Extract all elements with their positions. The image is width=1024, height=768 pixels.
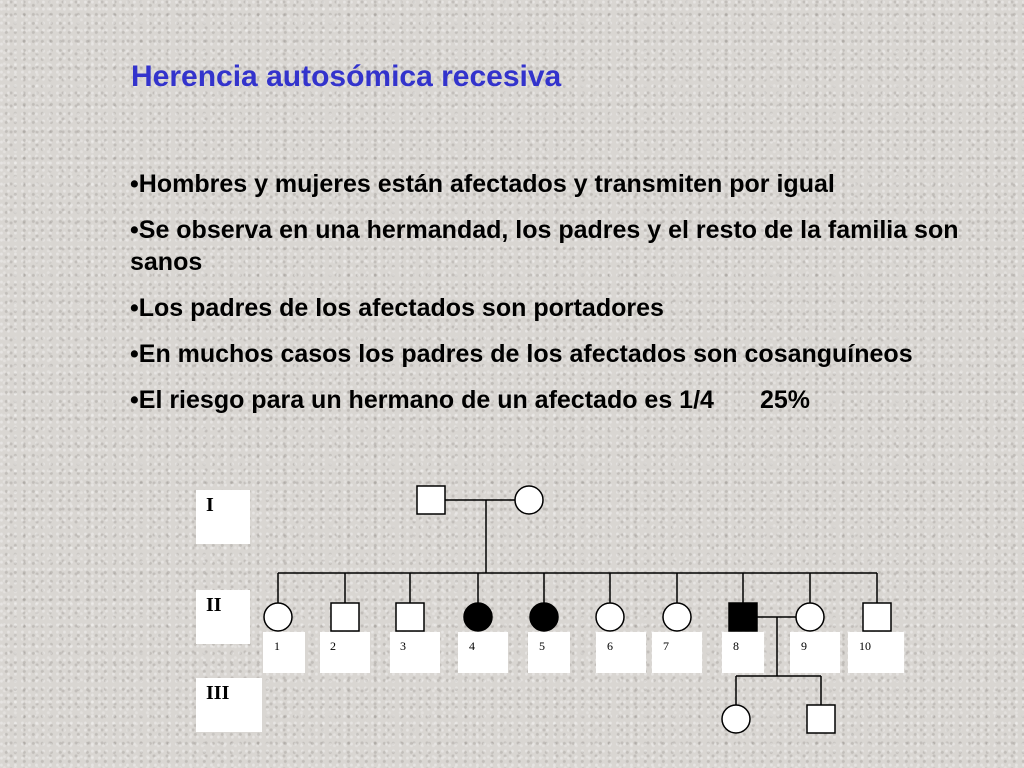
individual-number: 3 <box>400 639 406 653</box>
individual-number: 1 <box>274 639 280 653</box>
pedigree-symbols <box>264 486 891 733</box>
female-symbol-9 <box>796 603 824 631</box>
individual-number: 7 <box>663 639 669 653</box>
individual-number: 6 <box>607 639 613 653</box>
pedigree-lines <box>278 500 877 705</box>
affected-female-symbol-5 <box>530 603 558 631</box>
affected-female-symbol-4 <box>464 603 492 631</box>
generation-label-ii: II <box>196 590 250 644</box>
slide-title: Herencia autosómica recesiva <box>131 60 562 93</box>
female-symbol-7 <box>663 603 691 631</box>
individual-number: 5 <box>539 639 545 653</box>
individual-number: 9 <box>801 639 807 653</box>
bullet-text: Se observa en una hermandad, los padres y el resto de la familia son sanos <box>130 216 959 276</box>
generation-label-iii: III <box>196 678 262 732</box>
individual-number: 8 <box>733 639 739 653</box>
male-symbol-10 <box>863 603 891 631</box>
male-symbol-3 <box>396 603 424 631</box>
female-symbol-1 <box>264 603 292 631</box>
risk-percent: 25% <box>759 386 810 414</box>
affected-male-symbol-8 <box>729 603 757 631</box>
individual-number: 2 <box>330 639 336 653</box>
male-symbol-2 <box>331 603 359 631</box>
male-symbol <box>807 705 835 733</box>
bullet-text: El riesgo para un hermano de un afectado es 1/4 <box>138 386 714 414</box>
female-symbol <box>515 486 543 514</box>
individual-number: 10 <box>859 639 871 653</box>
generation-label-i: I <box>196 490 250 544</box>
bullet-text: En muchos casos los padres de los afectados son cosanguíneos <box>138 340 913 368</box>
female-symbol-6 <box>596 603 624 631</box>
individual-number: 4 <box>469 639 475 653</box>
male-symbol <box>417 486 445 514</box>
bullet-text: Hombres y mujeres están afectados y transmiten por igual <box>138 170 835 198</box>
female-symbol <box>722 705 750 733</box>
bullet-text: Los padres de los afectados son portadores <box>138 294 664 322</box>
